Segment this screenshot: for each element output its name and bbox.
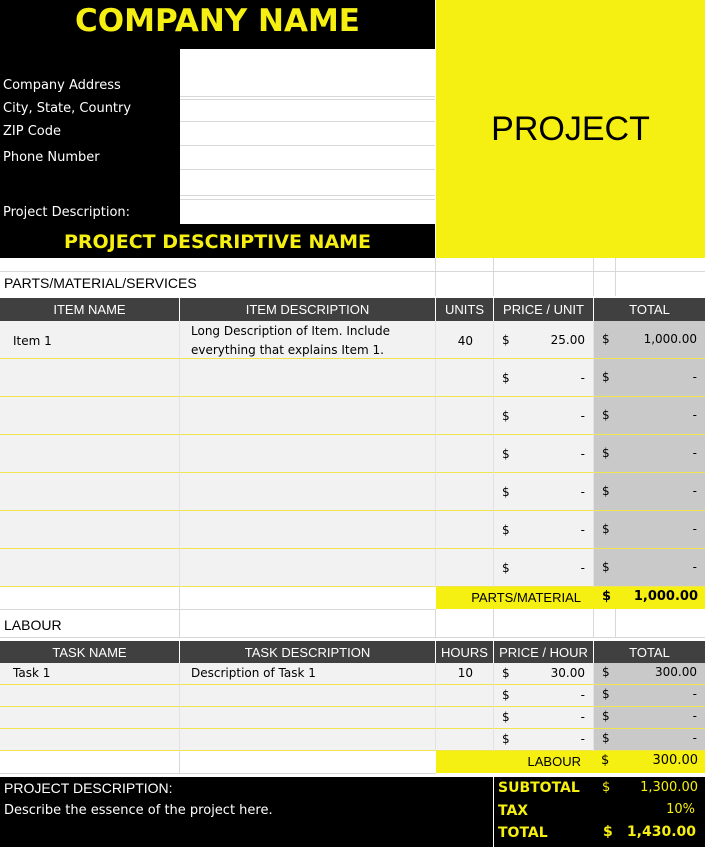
- table-row: [0, 435, 179, 472]
- item-total: 1,000.00: [643, 332, 697, 346]
- labour-header-task-name: TASK NAME: [0, 641, 179, 663]
- total-currency: $: [602, 709, 610, 723]
- task-hours: 10: [457, 666, 473, 680]
- table-row: [0, 397, 179, 434]
- table-row: [0, 359, 179, 396]
- tax-label: TAX: [498, 803, 529, 819]
- total-currency: $: [602, 560, 610, 574]
- units-cell[interactable]: [436, 359, 493, 396]
- column-divider: [593, 663, 594, 751]
- project-description-input[interactable]: [180, 199, 435, 224]
- task-total: -: [692, 731, 697, 745]
- price-currency: $: [502, 710, 510, 724]
- total-currency: $: [602, 687, 610, 701]
- total-currency: $: [602, 446, 610, 460]
- task-description: Description of Task 1: [191, 666, 316, 680]
- column-divider: [493, 663, 494, 751]
- units-cell[interactable]: [436, 511, 493, 548]
- company-address-label: Company Address: [3, 78, 121, 93]
- total-currency: $: [602, 665, 610, 679]
- footer-description-text[interactable]: Describe the essence of the project here.: [4, 803, 273, 818]
- labour-subtotal-value: 300.00: [652, 753, 698, 768]
- hours-cell[interactable]: [436, 707, 493, 728]
- item-description-cell[interactable]: [180, 435, 435, 472]
- task-description-cell[interactable]: [180, 685, 435, 706]
- table-row: [0, 549, 179, 586]
- price-currency: $: [502, 561, 510, 575]
- item-name[interactable]: Item 1: [13, 334, 52, 348]
- labour-header-total: TOTAL: [594, 641, 705, 663]
- subtotal-label: SUBTOTAL: [498, 780, 580, 796]
- phone-label: Phone Number: [3, 150, 100, 165]
- item-description-cell[interactable]: [180, 359, 435, 396]
- item-total: -: [692, 408, 697, 422]
- labour-subtotal-label: LABOUR: [527, 754, 581, 769]
- labour-header-price-hour: PRICE / HOUR: [494, 641, 593, 663]
- item-price: -: [580, 371, 585, 385]
- price-currency: $: [502, 333, 510, 347]
- task-price: -: [580, 710, 585, 724]
- units-cell[interactable]: [436, 549, 493, 586]
- labour-subtotal-currency: $: [601, 753, 610, 768]
- task-price: 30.00: [550, 666, 585, 680]
- item-total: -: [692, 446, 697, 460]
- item-total: -: [692, 370, 697, 384]
- task-description-cell[interactable]: [180, 729, 435, 750]
- total-value: 1,430.00: [626, 824, 696, 840]
- price-currency: $: [502, 666, 510, 680]
- item-total: -: [692, 522, 697, 536]
- task-total: 300.00: [655, 665, 697, 679]
- total-label: TOTAL: [498, 825, 548, 841]
- units-cell[interactable]: [436, 397, 493, 434]
- total-currency: $: [602, 522, 610, 536]
- item-price: 25.00: [550, 333, 585, 347]
- parts-header-price-unit: PRICE / UNIT: [494, 298, 593, 321]
- parts-subtotal-value: 1,000.00: [633, 589, 698, 604]
- table-row: [0, 473, 179, 510]
- zip-label: ZIP Code: [3, 124, 61, 139]
- subtotal-currency: $: [602, 780, 611, 795]
- item-units: 40: [457, 334, 473, 348]
- city-input[interactable]: [180, 99, 435, 121]
- column-divider: [435, 663, 436, 751]
- total-currency: $: [602, 332, 610, 346]
- city-label: City, State, Country: [3, 101, 132, 116]
- parts-section-title: PARTS/MATERIAL/SERVICES: [4, 275, 197, 291]
- item-total: -: [692, 484, 697, 498]
- total-currency: $: [603, 824, 613, 840]
- item-description-line-1: Long Description of Item. Include: [191, 324, 391, 338]
- labour-header-hours: HOURS: [436, 641, 493, 663]
- task-name[interactable]: Task 1: [13, 666, 51, 680]
- project-descriptive-name[interactable]: PROJECT DESCRIPTIVE NAME: [63, 231, 372, 253]
- project-badge-label: PROJECT: [491, 110, 650, 148]
- item-total: -: [692, 560, 697, 574]
- total-currency: $: [602, 408, 610, 422]
- item-price: -: [580, 409, 585, 423]
- task-total: -: [692, 687, 697, 701]
- item-price: -: [580, 485, 585, 499]
- company-address-input[interactable]: [180, 75, 435, 96]
- parts-header-total: TOTAL: [594, 298, 705, 321]
- item-description-cell[interactable]: [180, 397, 435, 434]
- table-row: [0, 729, 179, 750]
- item-description-cell[interactable]: [180, 511, 435, 548]
- footer-description-label: PROJECT DESCRIPTION:: [4, 780, 173, 796]
- total-currency: $: [602, 731, 610, 745]
- table-row: [0, 707, 179, 728]
- column-divider: [179, 663, 180, 751]
- company-name: COMPANY NAME: [75, 3, 360, 39]
- price-currency: $: [502, 485, 510, 499]
- column-divider: [179, 321, 180, 587]
- item-price: -: [580, 523, 585, 537]
- total-currency: $: [602, 484, 610, 498]
- item-price: -: [580, 447, 585, 461]
- price-currency: $: [502, 409, 510, 423]
- column-divider: [435, 321, 436, 587]
- item-price: -: [580, 561, 585, 575]
- task-description-cell[interactable]: [180, 707, 435, 728]
- price-currency: $: [502, 732, 510, 746]
- tax-value[interactable]: 10%: [666, 802, 695, 817]
- labour-header-task-description: TASK DESCRIPTION: [180, 641, 435, 663]
- parts-header-units: UNITS: [436, 298, 493, 321]
- parts-header-item-description: ITEM DESCRIPTION: [180, 298, 435, 321]
- units-cell[interactable]: [436, 435, 493, 472]
- parts-subtotal-currency: $: [602, 589, 612, 604]
- parts-subtotal-label: PARTS/MATERIAL: [471, 590, 581, 605]
- hours-cell[interactable]: [436, 729, 493, 750]
- table-row: [0, 511, 179, 548]
- task-price: -: [580, 688, 585, 702]
- price-currency: $: [502, 688, 510, 702]
- column-divider: [593, 321, 594, 587]
- hours-cell[interactable]: [436, 685, 493, 706]
- parts-header-item-name: ITEM NAME: [0, 298, 179, 321]
- phone-input[interactable]: [180, 145, 435, 169]
- units-cell[interactable]: [436, 473, 493, 510]
- subtotal-value: 1,300.00: [640, 780, 698, 795]
- table-row: [0, 685, 179, 706]
- price-currency: $: [502, 371, 510, 385]
- price-currency: $: [502, 523, 510, 537]
- column-divider: [493, 321, 494, 587]
- project-description-label: Project Description:: [3, 205, 131, 220]
- labour-section-title: LABOUR: [4, 617, 62, 633]
- task-total: -: [692, 709, 697, 723]
- item-description-cell[interactable]: [180, 549, 435, 586]
- price-currency: $: [502, 447, 510, 461]
- item-description-line-2: everything that explains Item 1.: [191, 343, 384, 357]
- total-currency: $: [602, 370, 610, 384]
- task-price: -: [580, 732, 585, 746]
- zip-input[interactable]: [180, 121, 435, 145]
- item-description-cell[interactable]: [180, 473, 435, 510]
